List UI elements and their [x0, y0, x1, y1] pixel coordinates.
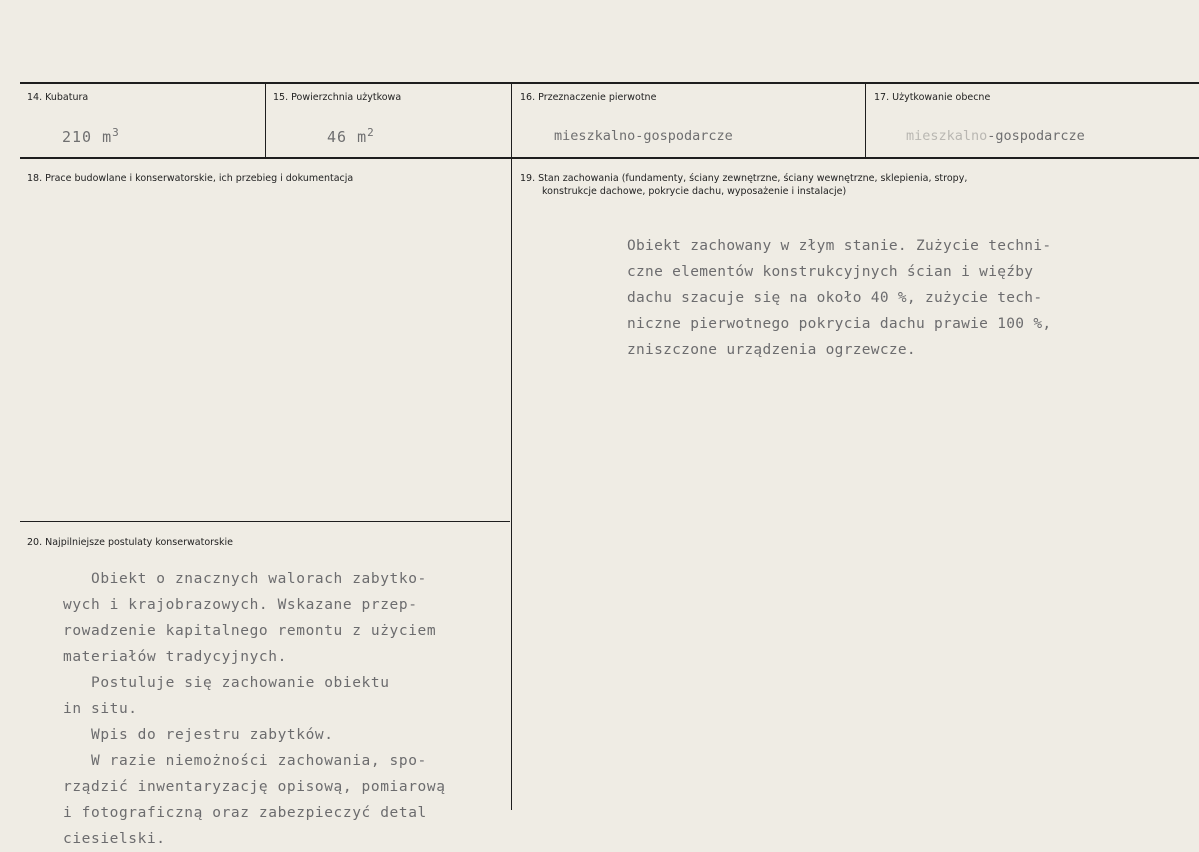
field-17-value-faded: mieszkalno [906, 128, 988, 144]
field-20-label: 20. Najpilniejsze postulaty konserwatorskie [27, 537, 233, 548]
field-14-value [62, 126, 120, 146]
field-17-value-main: -gospodarcze [987, 128, 1085, 144]
field-20-line: rowadzenie kapitalnego remontu z użyciem [63, 623, 437, 639]
field-20-line: W razie niemożności zachowania, spo- [63, 753, 427, 769]
top-rule [20, 82, 1199, 84]
field-19-line: Obiekt zachowany w złym stanie. Zużycie techni- [627, 238, 1052, 254]
field-20-line: Wpis do rejestru zabytków. [63, 727, 334, 743]
vertical-rule-2 [511, 83, 512, 810]
field-15-label: 15. Powierzchnia użytkowa [273, 92, 402, 103]
field-20-line: Postuluje się zachowanie obiektu [63, 675, 390, 691]
field-20-text [63, 566, 446, 852]
field-15-number: 46 m [327, 128, 368, 146]
field-19-label-line-1: 19. Stan zachowania (fundamenty, ściany zewnętrzne, ściany wewnętrzne, sklepienia, stropy, [520, 173, 968, 184]
field-14-number: 210 m [62, 128, 113, 146]
vertical-rule-1 [265, 83, 266, 158]
field-18-label: 18. Prace budowlane i konserwatorskie, ich przebieg i dokumentacja [27, 173, 354, 184]
row-rule-2 [20, 521, 510, 522]
field-17-value [906, 128, 1085, 144]
field-14-unit-exponent: 3 [112, 126, 120, 139]
field-19-label-line-2: konstrukcje dachowe, pokrycie dachu, wyposażenie i instalacje) [542, 186, 847, 197]
field-19-line: czne elementów konstrukcyjnych ścian i więźby [627, 264, 1034, 280]
field-20-line: Obiekt o znacznych walorach zabytko- [63, 571, 427, 587]
field-20-line: in situ. [63, 701, 138, 717]
field-14-label: 14. Kubatura [27, 92, 89, 103]
field-16-value: mieszkalno-gospodarcze [554, 128, 733, 144]
field-19-line: zniszczone urządzenia ogrzewcze. [627, 342, 916, 358]
field-20-line: materiałów tradycyjnych. [63, 649, 287, 665]
field-17-label: 17. Użytkowanie obecne [874, 92, 991, 103]
field-20-line: wych i krajobrazowych. Wskazane przep- [63, 597, 418, 613]
field-19-line: dachu szacuje się na około 40 %, zużycie tech- [627, 290, 1043, 306]
field-19-text [627, 233, 1051, 363]
field-15-unit-exponent: 2 [367, 126, 375, 139]
field-20-line: i fotograficzną oraz zabezpieczyć detal [63, 805, 427, 821]
field-20-line: rządzić inwentaryzację opisową, pomiarową [63, 779, 446, 795]
field-15-value [327, 126, 375, 146]
field-20-line: ciesielski. [63, 831, 166, 847]
row-rule-1 [20, 157, 1199, 159]
vertical-rule-3 [865, 83, 866, 158]
field-19-line: niczne pierwotnego pokrycia dachu prawie 100 %, [627, 316, 1052, 332]
field-16-label: 16. Przeznaczenie pierwotne [520, 92, 657, 103]
